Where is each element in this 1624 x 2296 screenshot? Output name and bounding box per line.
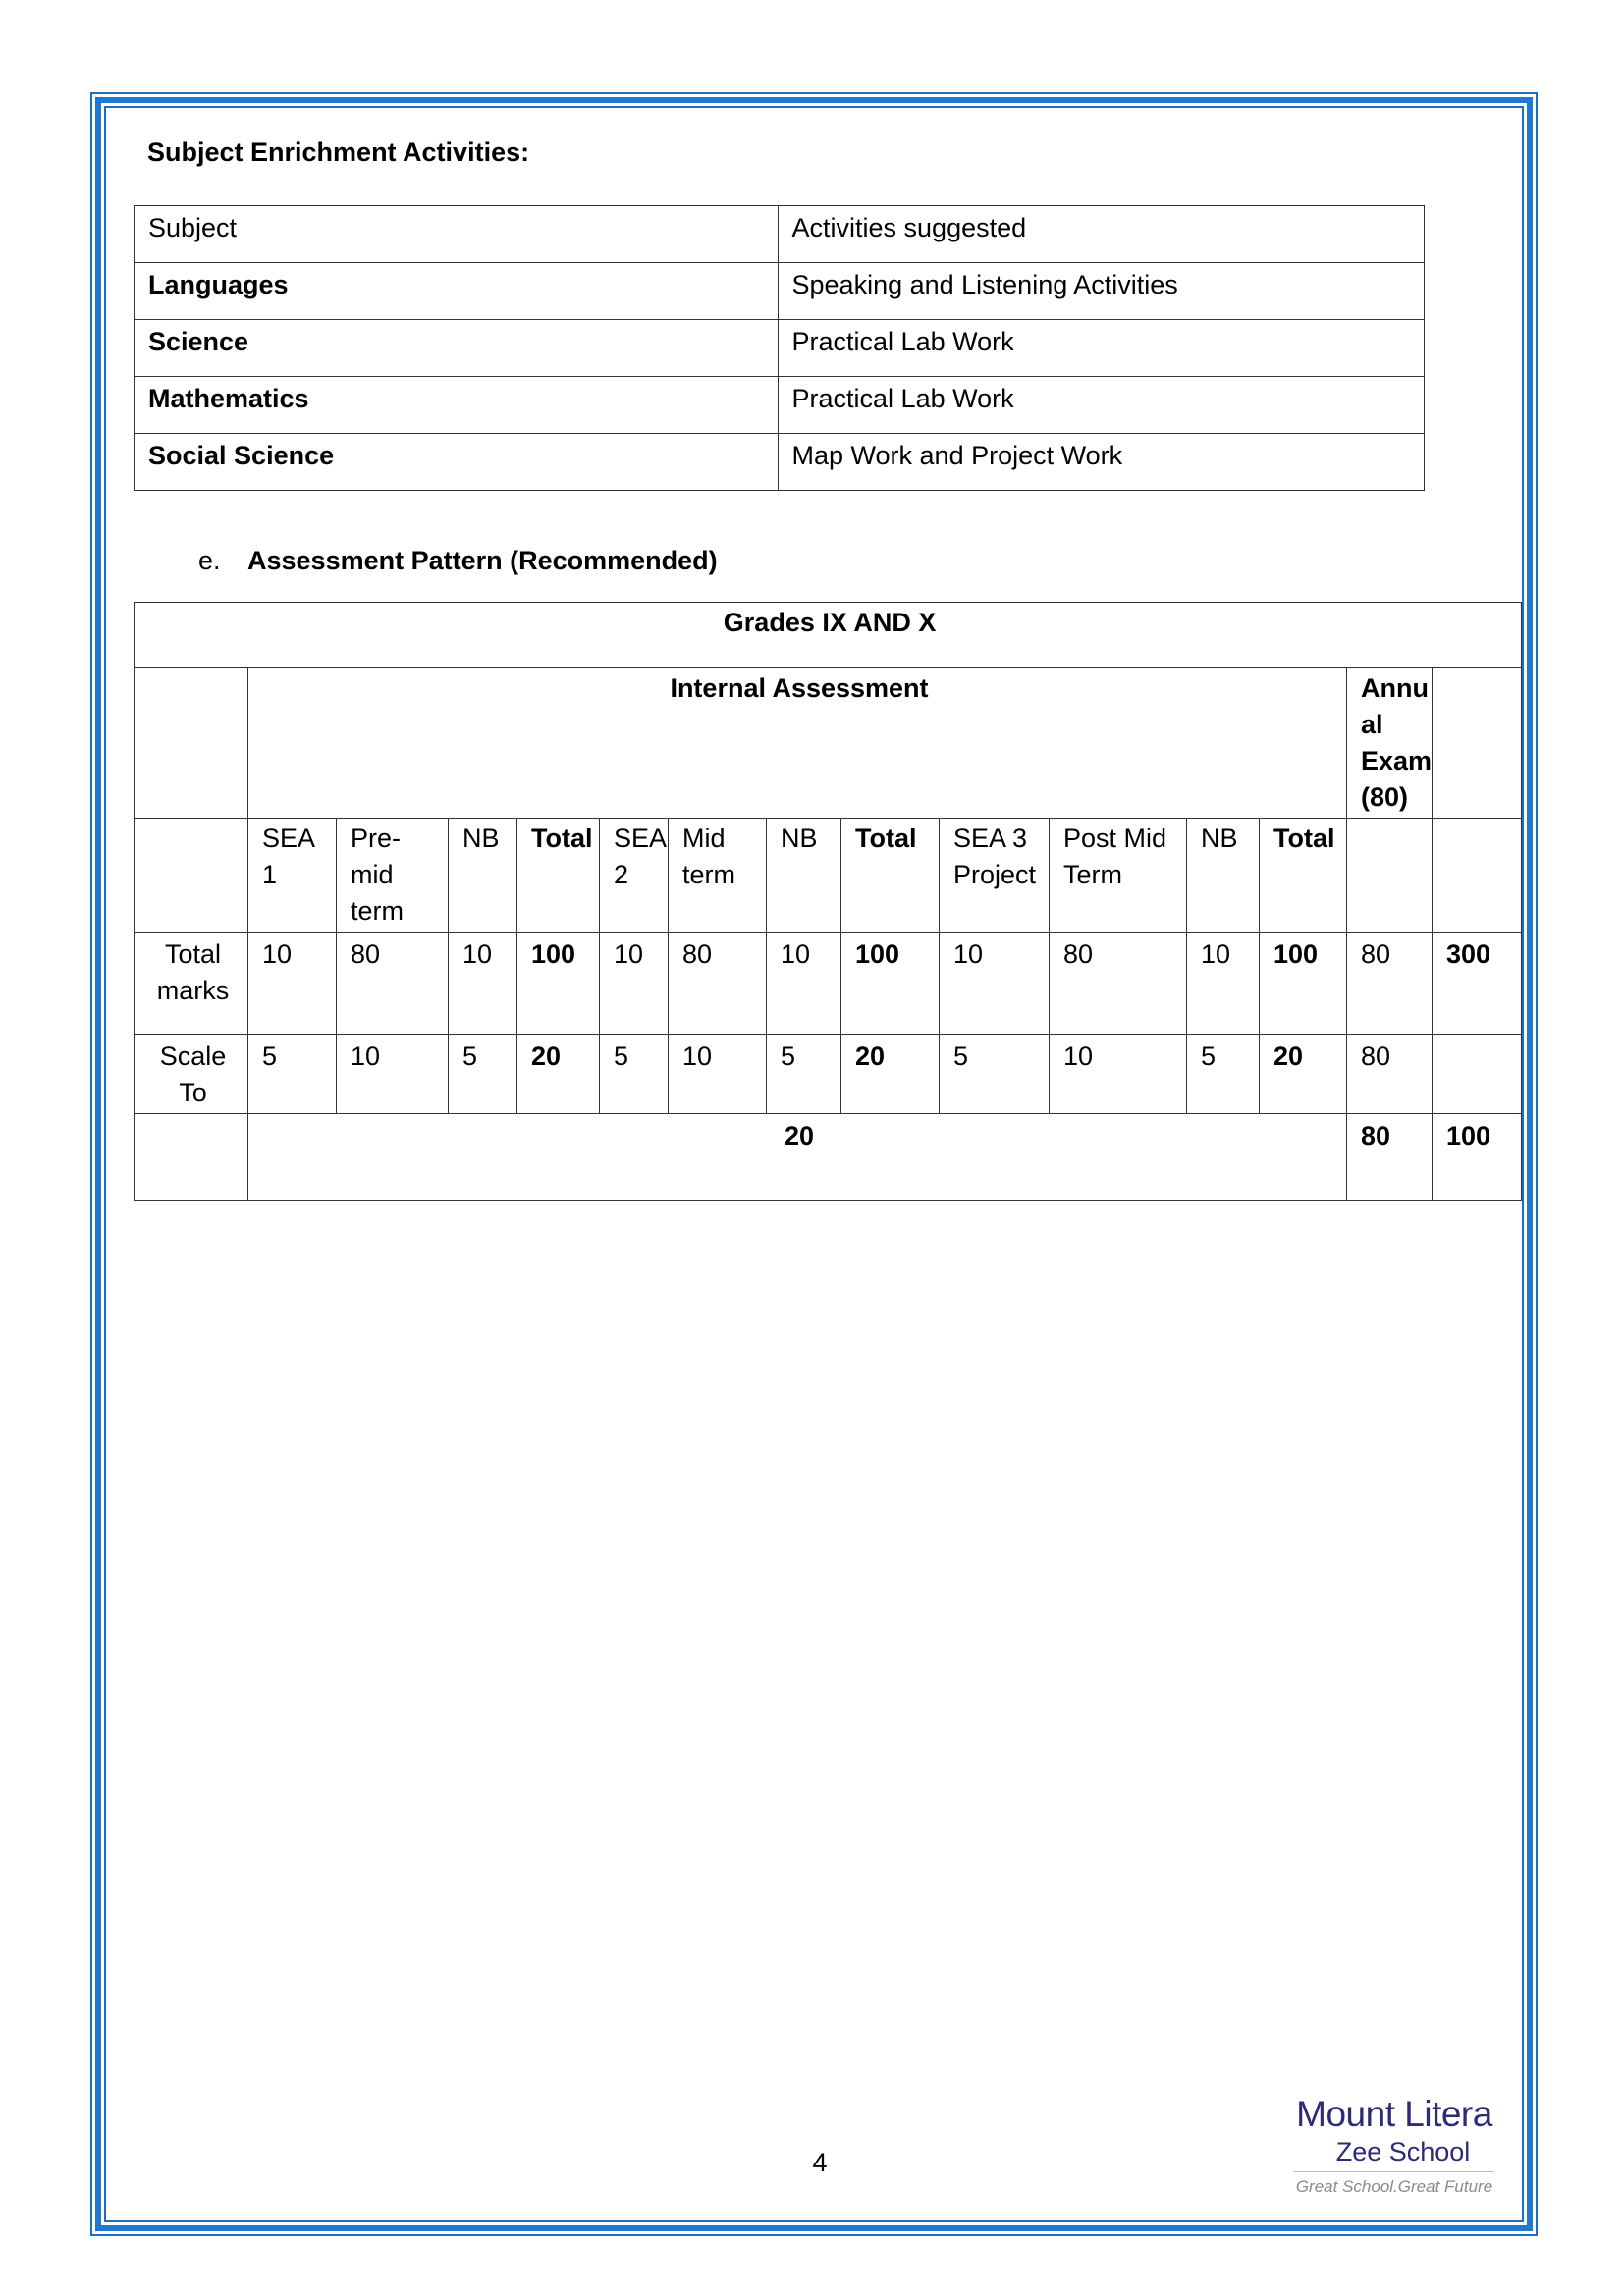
column-header-row	[135, 819, 1522, 933]
annual-weightage: 80	[1347, 1114, 1433, 1201]
column-header: NB	[767, 819, 841, 933]
group-header-row	[135, 668, 1522, 819]
internal-assessment-header: Internal Assessment	[248, 668, 1347, 819]
activity-cell: Map Work and Project Work	[778, 434, 1424, 491]
value-cell: 10	[940, 933, 1050, 1035]
column-header: SEA 3 Project	[940, 819, 1050, 933]
grades-title: Grades IX AND X	[135, 603, 1522, 668]
logo-subname: Zee School	[1335, 2137, 1471, 2166]
list-marker: e.	[198, 546, 221, 575]
value-cell: 5	[767, 1035, 841, 1114]
value-cell: 5	[449, 1035, 517, 1114]
value-cell: 80	[669, 933, 767, 1035]
subject-cell: Science	[135, 320, 779, 377]
table-row	[135, 377, 1425, 434]
value-cell: 20	[1260, 1035, 1347, 1114]
column-header: Total	[517, 819, 600, 933]
subject-cell: Social Science	[135, 434, 779, 491]
column-header: Total	[841, 819, 940, 933]
column-header-activities: Activities suggested	[778, 206, 1424, 263]
column-header: NB	[1187, 819, 1260, 933]
row-label: Total marks	[135, 933, 248, 1035]
enrichment-table	[134, 205, 1425, 491]
empty-cell	[135, 819, 248, 933]
empty-cell	[135, 668, 248, 819]
enrichment-heading: Subject Enrichment Activities:	[147, 137, 530, 167]
value-cell: 100	[1260, 933, 1347, 1035]
table-row	[135, 263, 1425, 320]
activity-cell: Practical Lab Work	[778, 320, 1424, 377]
table-header-row	[135, 206, 1425, 263]
value-cell: 100	[517, 933, 600, 1035]
value-cell: 10	[337, 1035, 449, 1114]
value-cell: 10	[669, 1035, 767, 1114]
empty-cell	[1433, 819, 1522, 933]
value-cell: 5	[1187, 1035, 1260, 1114]
value-cell: 100	[841, 933, 940, 1035]
activity-cell: Practical Lab Work	[778, 377, 1424, 434]
value-cell: 10	[767, 933, 841, 1035]
logo-divider	[1294, 2171, 1494, 2172]
value-cell: 10	[600, 933, 669, 1035]
logo-tagline: Great School.Great Future	[1295, 2177, 1493, 2196]
column-header: NB	[449, 819, 517, 933]
annual-exam-header: Annu al Exam (80)	[1347, 668, 1433, 819]
value-cell: 5	[600, 1035, 669, 1114]
subject-cell: Languages	[135, 263, 779, 320]
value-cell: 80	[1347, 1035, 1433, 1114]
value-cell: 10	[1187, 933, 1260, 1035]
grand-total: 100	[1433, 1114, 1522, 1201]
scale-to-row	[135, 1035, 1522, 1114]
value-cell: 10	[1050, 1035, 1187, 1114]
column-header: SEA 2	[600, 819, 669, 933]
value-cell: 20	[517, 1035, 600, 1114]
assessment-table	[134, 602, 1522, 1201]
total-marks-row	[135, 933, 1522, 1035]
empty-cell	[1433, 668, 1522, 819]
value-cell: 20	[841, 1035, 940, 1114]
value-cell	[1433, 1035, 1522, 1114]
empty-cell	[1347, 819, 1433, 933]
assessment-heading	[198, 546, 718, 576]
column-header: Pre- mid term	[337, 819, 449, 933]
activity-cell: Speaking and Listening Activities	[778, 263, 1424, 320]
subject-cell: Mathematics	[135, 377, 779, 434]
assessment-title: Assessment Pattern (Recommended)	[247, 546, 718, 575]
table-row	[135, 320, 1425, 377]
column-header: SEA 1	[248, 819, 337, 933]
value-cell: 10	[248, 933, 337, 1035]
school-logo	[1286, 2093, 1502, 2198]
grades-row	[135, 603, 1522, 668]
column-header: Total	[1260, 819, 1347, 933]
empty-cell	[135, 1114, 248, 1201]
logo-name: Mount Litera	[1296, 2094, 1492, 2134]
value-cell: 5	[940, 1035, 1050, 1114]
page-number: 4	[812, 2148, 828, 2177]
column-header-subject: Subject	[135, 206, 779, 263]
row-label: Scale To	[135, 1035, 248, 1114]
final-weightage-row	[135, 1114, 1522, 1201]
value-cell: 300	[1433, 933, 1522, 1035]
value-cell: 80	[1050, 933, 1187, 1035]
table-row	[135, 434, 1425, 491]
value-cell: 80	[1347, 933, 1433, 1035]
value-cell: 5	[248, 1035, 337, 1114]
internal-weightage: 20	[248, 1114, 1347, 1201]
column-header: Mid term	[669, 819, 767, 933]
value-cell: 80	[337, 933, 449, 1035]
value-cell: 10	[449, 933, 517, 1035]
column-header: Post Mid Term	[1050, 819, 1187, 933]
